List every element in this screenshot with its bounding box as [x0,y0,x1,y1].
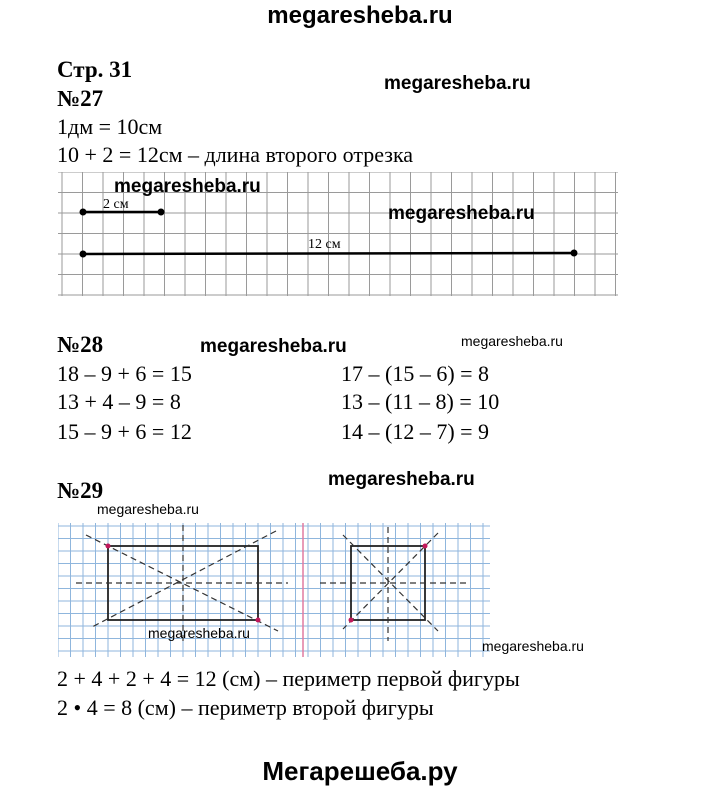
task-29-line: 2 + 4 + 2 + 4 = 12 (см) – периметр первой фигуры [57,666,520,691]
watermark: megaresheba.ru [200,336,347,357]
watermark: megaresheba.ru [461,333,563,349]
watermark: megaresheba.ru [114,176,261,197]
watermark: megaresheba.ru [328,469,475,490]
task-29-line: 2 • 4 = 8 (см) – периметр второй фигуры [57,695,434,720]
watermark: megaresheba.ru [388,203,535,224]
task-27-line: 1дм = 10см [57,114,163,139]
vertex-point [256,618,261,623]
expression: 14 – (12 – 7) = 9 [341,419,490,444]
figures-grid-figure [58,523,490,657]
site-title-top: megaresheba.ru [267,2,453,29]
segment-point [80,251,87,258]
task-29-number: №29 [57,478,104,503]
watermark: megaresheba.ru [97,501,199,517]
segment-point [571,250,578,257]
expression: 13 – (11 – 8) = 10 [341,389,500,414]
vertex-point [423,544,428,549]
watermark: megaresheba.ru [148,625,250,641]
task-28-number: №28 [57,332,104,357]
segment-point [158,209,165,216]
long-segment [83,253,574,254]
expression: 17 – (15 – 6) = 8 [341,361,490,386]
page-label: Стр. 31 [57,57,133,82]
expression: 15 – 9 + 6 = 12 [57,419,192,444]
expression: 18 – 9 + 6 = 15 [57,361,192,386]
long-segment-label: 12 см [308,237,341,252]
site-title-bottom: Мегарешеба.ру [262,756,458,786]
expression: 13 + 4 – 9 = 8 [57,389,181,414]
task-27-line: 10 + 2 = 12см – длина второго отрезка [57,142,414,167]
watermark: megaresheba.ru [482,638,584,654]
vertex-point [349,618,354,623]
short-segment-label: 2 см [103,197,129,212]
task-27-number: №27 [57,86,104,111]
watermark: megaresheba.ru [384,73,531,94]
vertex-point [106,544,111,549]
segment-point [80,209,87,216]
